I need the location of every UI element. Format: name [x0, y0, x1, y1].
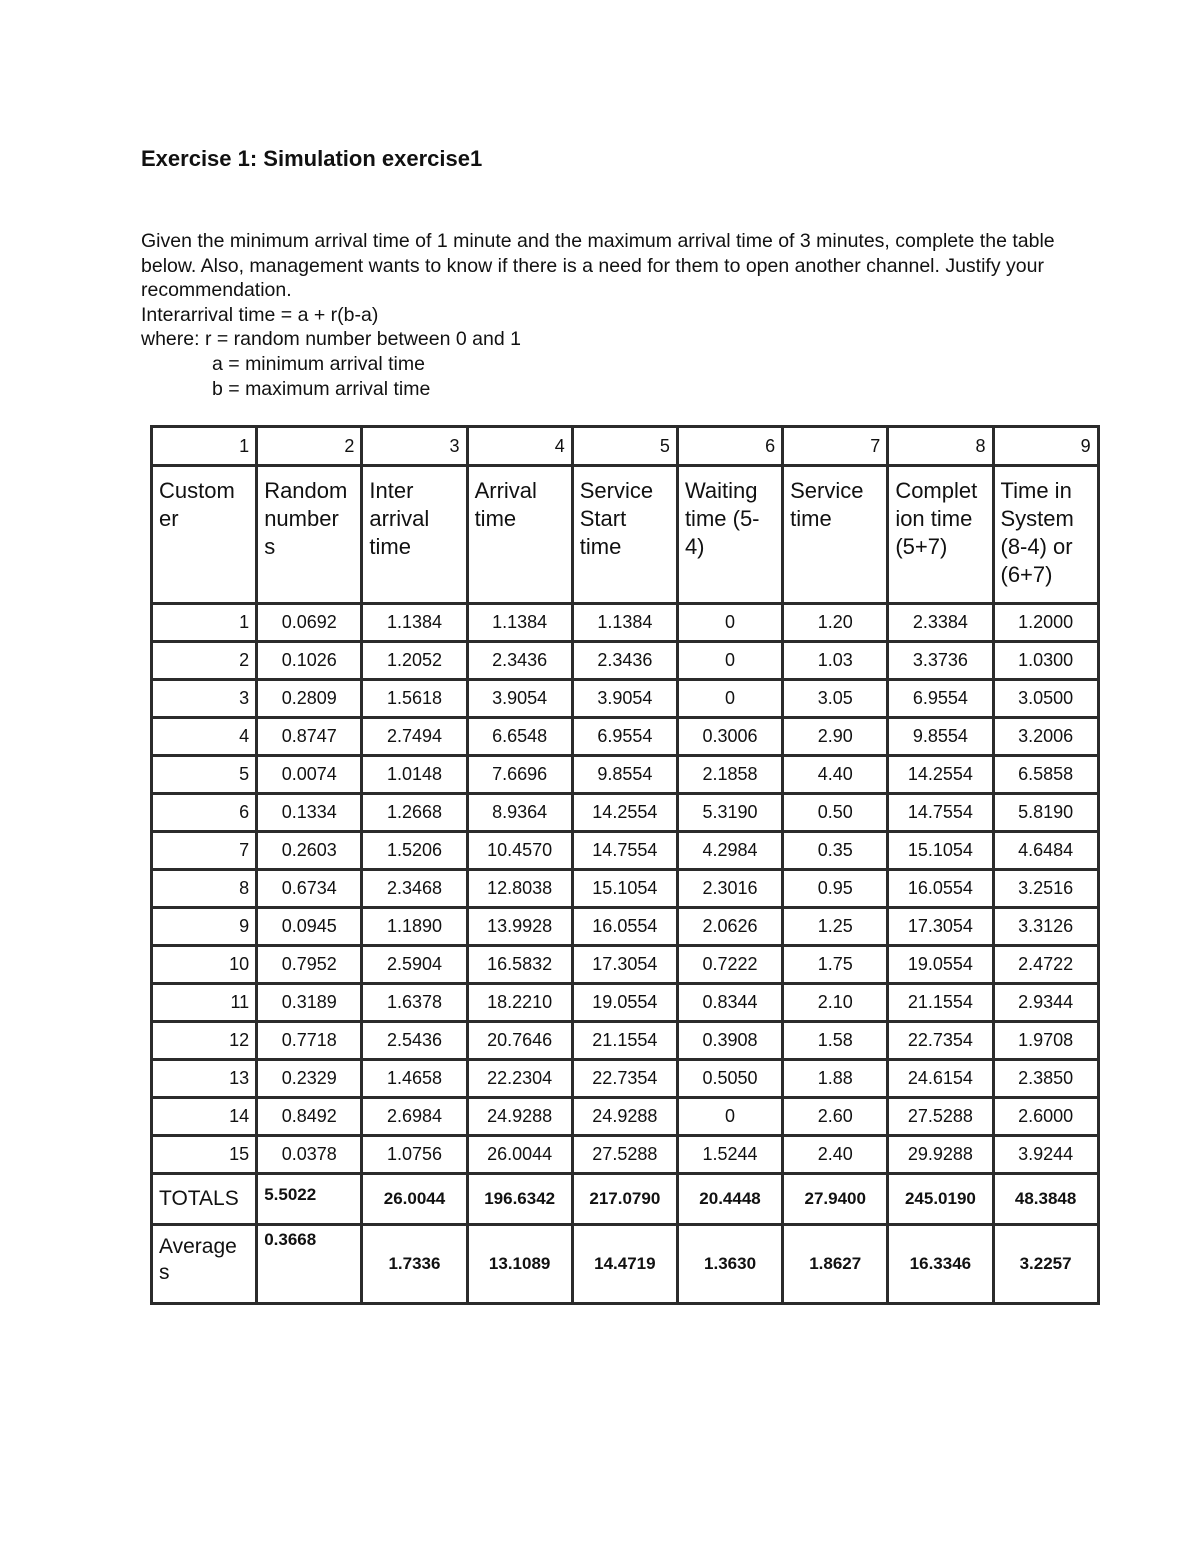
- formula: Interarrival time = a + r(b-a): [141, 303, 379, 326]
- table-row-cell: 2.3468: [362, 870, 467, 908]
- table-row-cell: 0.2809: [257, 680, 362, 718]
- table-row-cell: 0.3189: [257, 984, 362, 1022]
- table-row-cell: 0.5050: [677, 1060, 782, 1098]
- table-row-cell: 1.6378: [362, 984, 467, 1022]
- table-row-cell: 3.9054: [572, 680, 677, 718]
- table-row-cell: 8: [152, 870, 257, 908]
- column-header: Custom er: [152, 466, 257, 604]
- table-row-cell: 3.9244: [993, 1136, 1098, 1174]
- table-row-cell: 14.2554: [888, 756, 993, 794]
- column-number-row: [152, 427, 1099, 466]
- table-row-cell: 2.6984: [362, 1098, 467, 1136]
- table-row-cell: 6.6548: [467, 718, 572, 756]
- table-row-cell: 13: [152, 1060, 257, 1098]
- table-row-cell: 8.9364: [467, 794, 572, 832]
- table-row-cell: 16.0554: [572, 908, 677, 946]
- table-row-cell: 0: [677, 680, 782, 718]
- table-row-cell: 2.5904: [362, 946, 467, 984]
- instructions-paragraph: Given the minimum arrival time of 1 minute and the maximum arrival time of 3 minutes, complete the table below. Also, management wants to know if there is a need for them to open another channel. Justify your recommendation.: [141, 230, 1055, 302]
- table-row-cell: 24.6154: [888, 1060, 993, 1098]
- table-row: [152, 832, 1099, 870]
- table-row-cell: 0.7222: [677, 946, 782, 984]
- table-row-cell: 24.9288: [467, 1098, 572, 1136]
- totals-row-cell: TOTALS: [152, 1174, 257, 1225]
- table-row-cell: 3.9054: [467, 680, 572, 718]
- table-row-cell: 0.95: [783, 870, 888, 908]
- where-line: where: r = random number between 0 and 1: [141, 328, 521, 351]
- table-row-cell: 6: [152, 794, 257, 832]
- table-row-cell: 1: [152, 604, 257, 642]
- table-row-cell: 1.25: [783, 908, 888, 946]
- totals-row-cell: 27.9400: [783, 1174, 888, 1225]
- averages-row-cell: Average s: [152, 1225, 257, 1304]
- totals-row-cell: 48.3848: [993, 1174, 1098, 1225]
- averages-row-cell: 16.3346: [888, 1225, 993, 1304]
- table-row-cell: 2.3436: [467, 642, 572, 680]
- table-row-cell: 14.7554: [888, 794, 993, 832]
- table-row-cell: 2.60: [783, 1098, 888, 1136]
- column-header: Arrival time: [467, 466, 572, 604]
- table-row-cell: 2.5436: [362, 1022, 467, 1060]
- instructions: [141, 229, 1101, 401]
- table-row-cell: 1.20: [783, 604, 888, 642]
- table-row-cell: 21.1554: [572, 1022, 677, 1060]
- table-row-cell: 0.2329: [257, 1060, 362, 1098]
- table-row-cell: 3.05: [783, 680, 888, 718]
- averages-row-cell: 1.8627: [783, 1225, 888, 1304]
- table-row-cell: 0.0074: [257, 756, 362, 794]
- table-row-cell: 1.1384: [572, 604, 677, 642]
- column-header: Waiting time (5- 4): [677, 466, 782, 604]
- column-header: Complet ion time (5+7): [888, 466, 993, 604]
- table-row-cell: 3.2516: [993, 870, 1098, 908]
- table-row-cell: 27.5288: [888, 1098, 993, 1136]
- table-row-cell: 1.4658: [362, 1060, 467, 1098]
- table-row: [152, 870, 1099, 908]
- table-row-cell: 22.7354: [572, 1060, 677, 1098]
- table-row-cell: 1.9708: [993, 1022, 1098, 1060]
- table-row: [152, 984, 1099, 1022]
- definition-b: b = maximum arrival time: [212, 377, 431, 400]
- table-row: [152, 1060, 1099, 1098]
- table-row-cell: 0.7718: [257, 1022, 362, 1060]
- table-row-cell: 26.0044: [467, 1136, 572, 1174]
- table-row-cell: 0.0378: [257, 1136, 362, 1174]
- table-row-cell: 15.1054: [572, 870, 677, 908]
- table-row-cell: 2.3850: [993, 1060, 1098, 1098]
- table-row-cell: 20.7646: [467, 1022, 572, 1060]
- table-row-cell: 9: [152, 908, 257, 946]
- table-row-cell: 1.0756: [362, 1136, 467, 1174]
- table-row: [152, 908, 1099, 946]
- column-header: Service Start time: [572, 466, 677, 604]
- totals-row-cell: 26.0044: [362, 1174, 467, 1225]
- table-row-cell: 1.0148: [362, 756, 467, 794]
- column-number: 1: [152, 427, 257, 466]
- table-row-cell: 19.0554: [888, 946, 993, 984]
- table-row-cell: 2.90: [783, 718, 888, 756]
- table-row-cell: 1.88: [783, 1060, 888, 1098]
- table-row: [152, 680, 1099, 718]
- table-row-cell: 2.3436: [572, 642, 677, 680]
- table-row-cell: 1.5206: [362, 832, 467, 870]
- table-row: [152, 756, 1099, 794]
- column-header: Inter arrival time: [362, 466, 467, 604]
- averages-row: [152, 1225, 1099, 1304]
- column-number: 4: [467, 427, 572, 466]
- table-row-cell: 1.2000: [993, 604, 1098, 642]
- table-row-cell: 2.1858: [677, 756, 782, 794]
- table-row-cell: 29.9288: [888, 1136, 993, 1174]
- table-row-cell: 11: [152, 984, 257, 1022]
- table-row: [152, 794, 1099, 832]
- table-row-cell: 15: [152, 1136, 257, 1174]
- table-row-cell: 16.5832: [467, 946, 572, 984]
- table-row-cell: 2.6000: [993, 1098, 1098, 1136]
- table-row-cell: 9.8554: [572, 756, 677, 794]
- averages-row-cell: 14.4719: [572, 1225, 677, 1304]
- table-row-cell: 19.0554: [572, 984, 677, 1022]
- table-row-cell: 0.8344: [677, 984, 782, 1022]
- table-row-cell: 17.3054: [572, 946, 677, 984]
- table-row-cell: 1.2668: [362, 794, 467, 832]
- definition-a: a = minimum arrival time: [212, 352, 425, 375]
- table-row-cell: 6.9554: [888, 680, 993, 718]
- table-row-cell: 1.75: [783, 946, 888, 984]
- column-header: Time in System (8-4) or (6+7): [993, 466, 1098, 604]
- table-row-cell: 4.6484: [993, 832, 1098, 870]
- table-row-cell: 0: [677, 604, 782, 642]
- table-row-cell: 21.1554: [888, 984, 993, 1022]
- table-row-cell: 4.2984: [677, 832, 782, 870]
- table-row-cell: 7.6696: [467, 756, 572, 794]
- totals-row-cell: 217.0790: [572, 1174, 677, 1225]
- column-number: 3: [362, 427, 467, 466]
- table-row-cell: 6.9554: [572, 718, 677, 756]
- table-row-cell: 12: [152, 1022, 257, 1060]
- table-row-cell: 16.0554: [888, 870, 993, 908]
- table-row-cell: 5: [152, 756, 257, 794]
- table-row-cell: 22.7354: [888, 1022, 993, 1060]
- table-row-cell: 0.8492: [257, 1098, 362, 1136]
- table-row-cell: 1.1384: [362, 604, 467, 642]
- table-row-cell: 2.0626: [677, 908, 782, 946]
- column-number: 6: [677, 427, 782, 466]
- table-row-cell: 0: [677, 642, 782, 680]
- table-row-cell: 0.50: [783, 794, 888, 832]
- simulation-table: [150, 425, 1100, 1305]
- table-row-cell: 2.10: [783, 984, 888, 1022]
- table-row-cell: 2.40: [783, 1136, 888, 1174]
- header-row: [152, 466, 1099, 604]
- table-row-cell: 1.1384: [467, 604, 572, 642]
- totals-row-cell: 5.5022: [257, 1174, 362, 1225]
- table-row-cell: 3.3736: [888, 642, 993, 680]
- table-row-cell: 3.2006: [993, 718, 1098, 756]
- table-row-cell: 1.03: [783, 642, 888, 680]
- table-row: [152, 946, 1099, 984]
- totals-row: [152, 1174, 1099, 1225]
- table-row: [152, 1098, 1099, 1136]
- column-number: 2: [257, 427, 362, 466]
- table-row: [152, 642, 1099, 680]
- table-row-cell: 0.0945: [257, 908, 362, 946]
- table-row-cell: 4.40: [783, 756, 888, 794]
- table-row-cell: 10.4570: [467, 832, 572, 870]
- table-row-cell: 14: [152, 1098, 257, 1136]
- table-row-cell: 0.1026: [257, 642, 362, 680]
- table-row-cell: 2.4722: [993, 946, 1098, 984]
- page-title: Exercise 1: Simulation exercise1: [141, 146, 483, 171]
- table-row-cell: 5.3190: [677, 794, 782, 832]
- table-row-cell: 2.3384: [888, 604, 993, 642]
- table-row-cell: 4: [152, 718, 257, 756]
- totals-row-cell: 196.6342: [467, 1174, 572, 1225]
- column-number: 5: [572, 427, 677, 466]
- column-header: Random number s: [257, 466, 362, 604]
- table-row-cell: 0: [677, 1098, 782, 1136]
- table-row-cell: 18.2210: [467, 984, 572, 1022]
- table-row-cell: 2.3016: [677, 870, 782, 908]
- table-row-cell: 10: [152, 946, 257, 984]
- table-row-cell: 1.58: [783, 1022, 888, 1060]
- table-row-cell: 3.3126: [993, 908, 1098, 946]
- table-row-cell: 15.1054: [888, 832, 993, 870]
- table-row-cell: 14.2554: [572, 794, 677, 832]
- table-row-cell: 2: [152, 642, 257, 680]
- table-row-cell: 14.7554: [572, 832, 677, 870]
- table-row-cell: 1.0300: [993, 642, 1098, 680]
- table-row: [152, 1022, 1099, 1060]
- table-row-cell: 22.2304: [467, 1060, 572, 1098]
- table-row-cell: 6.5858: [993, 756, 1098, 794]
- table-row-cell: 0.35: [783, 832, 888, 870]
- totals-row-cell: 20.4448: [677, 1174, 782, 1225]
- table-row-cell: 1.5618: [362, 680, 467, 718]
- table-row-cell: 9.8554: [888, 718, 993, 756]
- table-row-cell: 1.5244: [677, 1136, 782, 1174]
- averages-row-cell: 0.3668: [257, 1225, 362, 1304]
- table-row: [152, 718, 1099, 756]
- column-number: 8: [888, 427, 993, 466]
- table-row-cell: 0.8747: [257, 718, 362, 756]
- averages-row-cell: 13.1089: [467, 1225, 572, 1304]
- table-row-cell: 0.6734: [257, 870, 362, 908]
- column-number: 7: [783, 427, 888, 466]
- table-row-cell: 0.2603: [257, 832, 362, 870]
- table-row-cell: 12.8038: [467, 870, 572, 908]
- table-row: [152, 1136, 1099, 1174]
- averages-row-cell: 1.7336: [362, 1225, 467, 1304]
- table-row-cell: 3: [152, 680, 257, 718]
- averages-row-cell: 3.2257: [993, 1225, 1098, 1304]
- table-row-cell: 5.8190: [993, 794, 1098, 832]
- table-row-cell: 24.9288: [572, 1098, 677, 1136]
- table-row-cell: 1.2052: [362, 642, 467, 680]
- totals-row-cell: 245.0190: [888, 1174, 993, 1225]
- table-row-cell: 1.1890: [362, 908, 467, 946]
- table-row-cell: 13.9928: [467, 908, 572, 946]
- table-row-cell: 0.7952: [257, 946, 362, 984]
- table-row: [152, 604, 1099, 642]
- table-row-cell: 2.7494: [362, 718, 467, 756]
- column-header: Service time: [783, 466, 888, 604]
- table-row-cell: 0.3908: [677, 1022, 782, 1060]
- averages-row-cell: 1.3630: [677, 1225, 782, 1304]
- table-row-cell: 0.1334: [257, 794, 362, 832]
- table-row-cell: 3.0500: [993, 680, 1098, 718]
- table-row-cell: 0.0692: [257, 604, 362, 642]
- table-row-cell: 7: [152, 832, 257, 870]
- table-row-cell: 27.5288: [572, 1136, 677, 1174]
- column-number: 9: [993, 427, 1098, 466]
- table-row-cell: 17.3054: [888, 908, 993, 946]
- table-row-cell: 0.3006: [677, 718, 782, 756]
- table-row-cell: 2.9344: [993, 984, 1098, 1022]
